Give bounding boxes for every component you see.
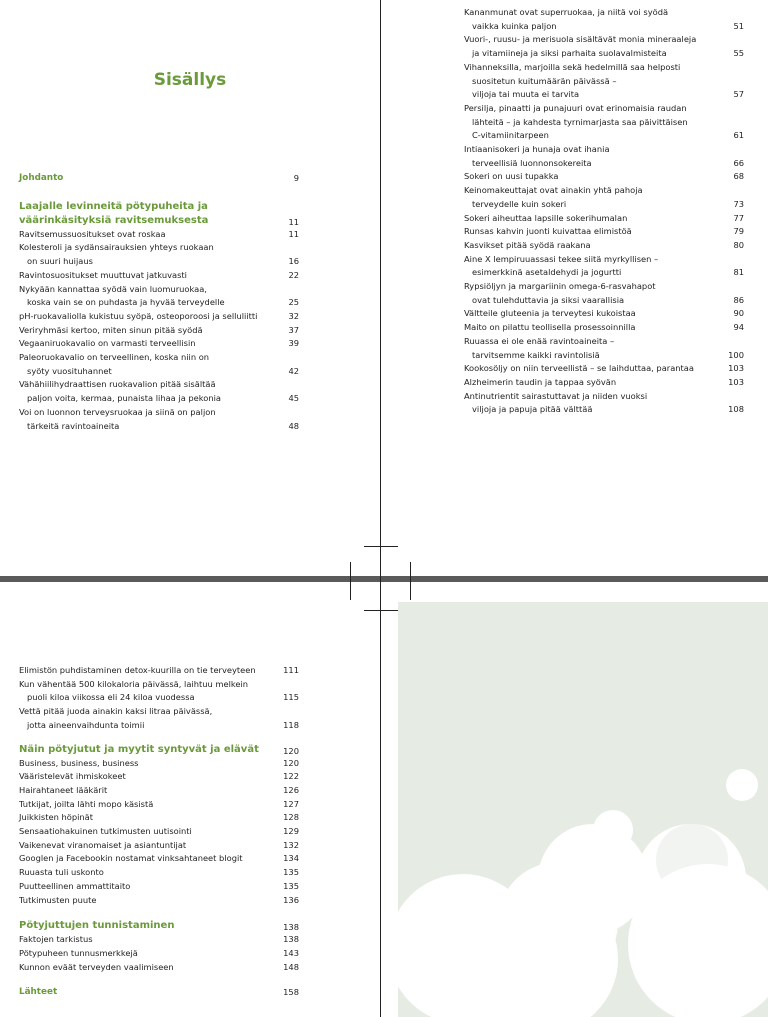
crop-mark-h-top	[364, 546, 398, 547]
toc-page-number: 129	[283, 826, 299, 836]
toc-title: Sisällys	[153, 70, 227, 90]
toc-section-heading	[19, 986, 299, 1000]
page-divider-top	[380, 0, 381, 562]
toc-entry-text: Googlen ja Facebookin nostamat vinksahtaneet blogit	[19, 853, 243, 864]
spread-separator-bar	[0, 576, 768, 582]
toc-entry-text: Kananmunat ovat superruokaa, ja niitä voi syödä	[464, 7, 669, 17]
toc-page-number: 126	[283, 784, 299, 795]
toc-page-number: 120	[283, 745, 299, 756]
toc-entry-text: ovat tulehduttavia ja siksi vaarallisia	[472, 294, 625, 305]
toc-entry-text: Vegaaniruokavalio on varmasti terveellisin	[19, 338, 196, 349]
toc-section-heading	[19, 919, 299, 933]
toc-entry-text: Hairahtaneet lääkärit	[19, 784, 108, 795]
toc-entry-text: esimerkkinä asetaldehydi ja jogurtti	[472, 267, 622, 278]
toc-entry-text: Vaikenevat viranomaiset ja asiantuntijat	[19, 839, 187, 850]
toc-entry-text: Keinomakeuttajat ovat ainakin yhtä pahoja	[464, 185, 643, 196]
toc-entry-text: Kookosöljy on niin terveellistä – se laihduttaa, parantaa	[464, 363, 694, 374]
toc-page-number: 86	[733, 294, 744, 305]
toc-section-title: väärinkäsityksiä ravitsemuksesta	[19, 214, 209, 226]
toc-entry-text: Runsas kahvin juonti kuivattaa elimistöä	[464, 226, 632, 237]
toc-entry-text: vaikka kuinka paljon	[472, 20, 557, 31]
toc-entry-text: Ruuasta tuli uskonto	[19, 867, 104, 878]
toc-entry-text: Alzheimerin taudin ja tappaa syövän	[464, 376, 617, 387]
toc-page-number: 61	[733, 130, 744, 141]
toc-entry-text: Puutteellinen ammattitaito	[19, 880, 131, 891]
toc-page-number: 128	[283, 812, 299, 823]
toc-page-number: 108	[728, 404, 744, 415]
toc-page-number: 135	[283, 880, 299, 891]
toc-entry-text: Paleoruokavalio on terveellinen, koska niin on	[19, 352, 210, 362]
toc-section-heading	[19, 743, 299, 757]
toc-page-number: 148	[283, 961, 299, 972]
toc-page-number: 11	[288, 228, 299, 239]
toc-page-number: 115	[283, 692, 299, 703]
toc-page-number: 68	[733, 171, 744, 182]
toc-entry-text: lähteitä – ja kahdesta tyrnimarjasta saa päivittäisen	[472, 116, 688, 127]
toc-page-number: 57	[733, 89, 744, 100]
toc-entry-text: Sokeri on uusi tupakka	[464, 171, 559, 182]
toc-entry-text: Kasvikset pitää syödä raakana	[464, 239, 591, 250]
toc-page-number: 9	[293, 173, 299, 183]
toc-page-number: 81	[733, 267, 744, 278]
toc-page-number: 39	[288, 338, 299, 349]
bubble-decoration	[593, 810, 633, 850]
toc-entry-text: Kun vähentää 500 kilokaloria päivässä, laihtuu melkein	[19, 678, 249, 689]
toc-entry-text: Ravintosuositukset muuttuvat jatkuvasti	[19, 269, 187, 280]
toc-entry-text: tarvitsemme kaikki ravintolisiä	[472, 349, 600, 360]
toc-page-number: 37	[288, 324, 299, 335]
toc-page-number: 25	[288, 297, 299, 308]
toc-page-number: 66	[733, 157, 744, 168]
toc-page-number: 138	[283, 922, 299, 933]
toc-page-number: 51	[733, 20, 744, 31]
toc-entry-text: syöty vuosituhannet	[27, 365, 112, 376]
toc-entry-text: Antinutrientit sairastuttavat ja niiden vuoksi	[464, 390, 648, 401]
toc-entry-text: Tutkijat, joilta lähti mopo käsistä	[19, 798, 154, 809]
toc-page-number: 77	[733, 212, 744, 223]
toc-entry-text: Faktojen tarkistus	[19, 934, 93, 945]
toc-entry-text: ja vitamiineja ja siksi parhaita suolavalmisteita	[472, 48, 667, 59]
toc-entry-text: Vihanneksilla, marjoilla sekä hedelmillä saa helposti	[464, 61, 681, 72]
toc-entry-text: tärkeitä ravintoaineita	[27, 420, 120, 431]
toc-entry-text: Kolesteroli ja sydänsairauksien yhteys ruokaan	[19, 242, 214, 253]
toc-section-title: Lähteet	[19, 987, 58, 998]
toc-section-title: Laajalle levinneitä pötypuheita ja	[19, 200, 208, 212]
toc-entry-text: Vähähiilihydraattisen ruokavalion pitää sisältää	[19, 379, 216, 390]
bubble-decoration	[726, 769, 758, 801]
toc-page-number: 134	[283, 853, 299, 864]
toc-page-number: 111	[283, 665, 299, 675]
toc-entry-text: Persilja, pinaatti ja punajuuri ovat erinomaisia raudan	[464, 102, 687, 113]
toc-section-heading	[19, 172, 299, 186]
toc-page-number: 103	[728, 376, 744, 387]
toc-page-number: 135	[283, 867, 299, 878]
toc-entry-text: Sokeri aiheuttaa lapsille sokerihumalan	[464, 212, 628, 223]
toc-entry-text: suositetun kuitumäärän päivässä –	[472, 75, 617, 86]
toc-entry-text: Vääristelevät ihmiskokeet	[19, 771, 126, 782]
toc-entry-text: Veriryhmäsi kertoo, miten sinun pitää syödä	[19, 324, 203, 335]
toc-entry-text: viljoja tai muuta ei tarvita	[472, 89, 580, 100]
toc-entry-text: Business, business, business	[19, 757, 139, 768]
toc-entry-text: viljoja ja papuja pitää välttää	[472, 404, 593, 415]
toc-entry-text: Nykyään kannattaa syödä vain luomuruokaa,	[19, 283, 207, 294]
toc-entry-text: Intiaanisokeri ja hunaja ovat ihania	[464, 144, 610, 154]
toc-page-number: 55	[733, 48, 744, 59]
crop-mark-v-center	[380, 562, 381, 600]
toc-page-number: 143	[283, 947, 299, 958]
toc-entry-text: Kunnon eväät terveyden vaalimiseen	[19, 961, 174, 972]
crop-mark-h-bottom	[364, 610, 398, 611]
toc-entry-text: terveellisiä luonnonsokereita	[472, 157, 592, 168]
toc-entry-text: Maito on pilattu teollisella prosessoinnilla	[464, 322, 636, 333]
toc-page-number: 132	[283, 839, 299, 850]
toc-entry-text: koska vain se on puhdasta ja hyvää terveydelle	[27, 297, 225, 308]
toc-page-number: 45	[288, 393, 299, 404]
toc-page-number: 48	[288, 420, 299, 431]
toc-page-number: 122	[283, 771, 299, 782]
toc-entry-text: Tutkimusten puute	[19, 894, 97, 905]
toc-page-number: 73	[733, 198, 744, 209]
toc-page-number: 127	[283, 798, 299, 809]
toc-page-number: 118	[283, 719, 299, 730]
toc-entry-text: Aine X lempiruuassasi tekee siitä myrkyllisen –	[464, 253, 659, 264]
toc-page-number: 94	[733, 322, 744, 333]
toc-page-number: 158	[283, 987, 299, 998]
toc-entry-text: Pötypuheen tunnusmerkkejä	[19, 947, 138, 958]
toc-page-number: 42	[288, 365, 299, 376]
toc-entry-text: Juikkisten höpinät	[19, 812, 94, 823]
toc-entry-text: Vuori-, ruusu- ja merisuola sisältävät monia mineraaleja	[464, 34, 697, 45]
crop-mark-v-left	[350, 562, 351, 600]
toc-page-number: 80	[733, 239, 744, 250]
toc-page-number: 103	[728, 363, 744, 374]
toc-entry-text: pH-ruokavaliolla kukistuu syöpä, osteoporoosi ja selluliitti	[19, 310, 258, 321]
toc-entry-text: Rypsiöljyn ja margariinin omega-6-rasvahapot	[464, 281, 656, 291]
toc-page-number: 120	[283, 757, 299, 768]
toc-entry-text: puoli kiloa viikossa eli 24 kiloa vuodessa	[27, 692, 195, 703]
toc-page-number: 90	[733, 308, 744, 319]
toc-page-number: 16	[288, 256, 299, 267]
toc-entry-text: Ravitsemussuositukset ovat roskaa	[19, 228, 166, 239]
toc-entry-text: terveydelle kuin sokeri	[472, 198, 567, 209]
page-divider-bottom	[380, 600, 381, 1017]
toc-entry-text: Sensaatiohakuinen tutkimusten uutisointi	[19, 826, 192, 836]
toc-entry-text: on suuri huijaus	[27, 256, 93, 267]
toc-page-number: 79	[733, 226, 744, 237]
toc-page-number: 136	[283, 894, 299, 905]
toc-entry-text: Ruuassa ei ole enää ravintoaineita –	[464, 335, 615, 346]
crop-mark-v-right	[410, 562, 411, 600]
toc-page-number: 138	[283, 934, 299, 945]
toc-section-title: Pötyjuttujen tunnistaminen	[19, 920, 175, 932]
toc-entry-text: paljon voita, kermaa, punaista lihaa ja pekonia	[27, 393, 222, 404]
toc-entry-text: C-vitamiinitarpeen	[472, 130, 549, 141]
toc-page-number: 100	[728, 349, 744, 360]
toc-entry-text: Vältteile gluteenia ja terveytesi kukoistaa	[464, 308, 636, 319]
toc-section-heading	[19, 214, 299, 228]
decorative-bubble-panel	[398, 602, 768, 1017]
toc-entry-text: Voi on luonnon terveysruokaa ja siinä on paljon	[19, 406, 216, 417]
toc-page-number: 11	[288, 216, 299, 227]
toc-entry-text: Vettä pitää juoda ainakin kaksi litraa päivässä,	[19, 706, 213, 717]
toc-page-number: 22	[288, 269, 299, 280]
toc-entry-text: jotta aineenvaihdunta toimii	[27, 719, 145, 730]
bubble-decoration	[498, 862, 618, 982]
toc-section-title: Johdanto	[19, 173, 64, 183]
toc-page-number: 32	[288, 310, 299, 321]
toc-entry-text: Elimistön puhdistaminen detox-kuurilla on tie terveyteen	[19, 665, 256, 675]
toc-section-heading	[19, 200, 299, 214]
toc-section-title: Näin pötyjutut ja myytit syntyvät ja elävät	[19, 743, 259, 755]
